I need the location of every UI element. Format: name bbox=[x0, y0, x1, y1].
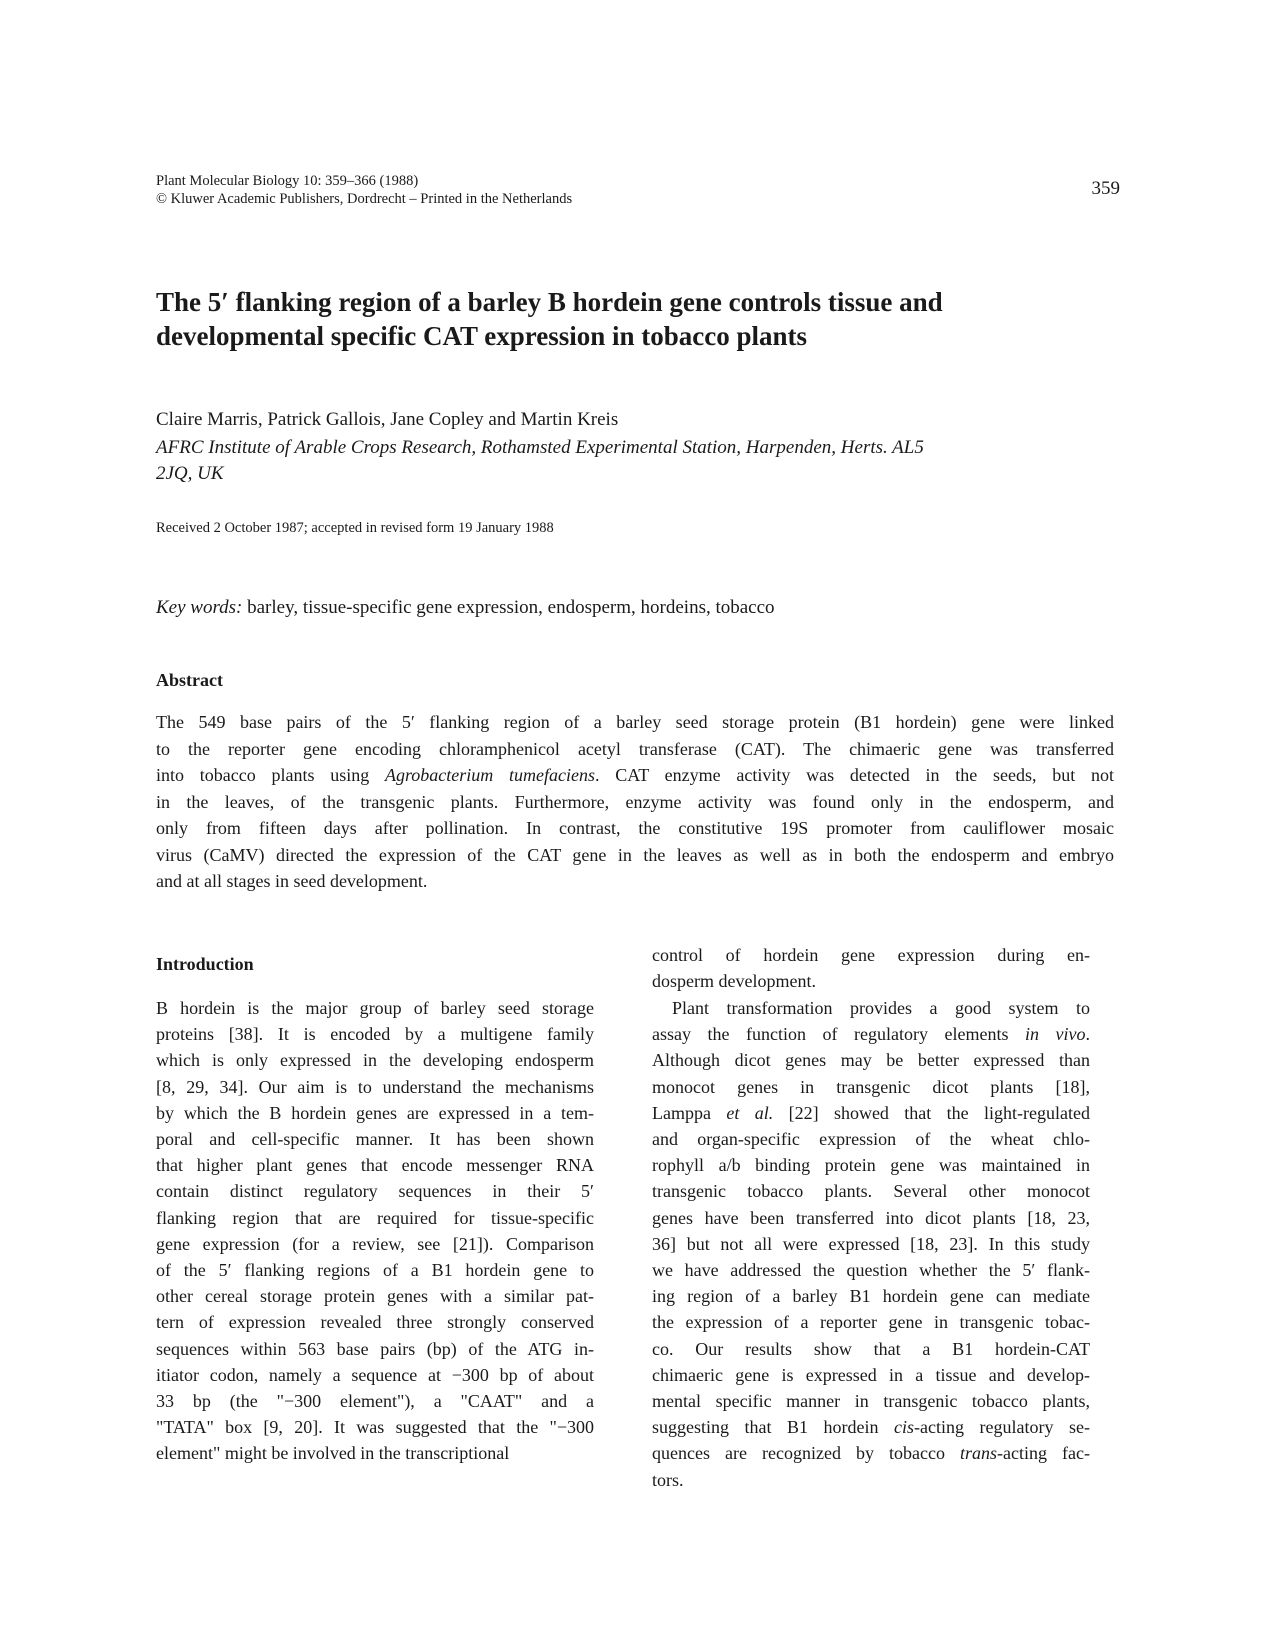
abstract-heading: Abstract bbox=[156, 670, 223, 690]
received-dates: Received 2 October 1987; accepted in revised form 19 January 1988 bbox=[156, 520, 554, 536]
intro-right-line: the expression of a reporter gene in transgenic tobac- bbox=[652, 1312, 1090, 1333]
intro-right-line: suggesting that B1 hordein cis-acting regulatory se- bbox=[652, 1417, 1091, 1438]
intro-left-line: which is only expressed in the developing endosperm bbox=[156, 1050, 594, 1071]
intro-right-line: genes have been transferred into dicot plants [18, 23, bbox=[652, 1207, 1090, 1228]
journal-line: Plant Molecular Biology 10: 359–366 (1988) bbox=[156, 173, 419, 189]
abstract-line: The 549 base pairs of the 5′ flanking region of a barley seed storage protein (B1 hordein) gene were linked bbox=[156, 712, 1114, 732]
intro-left-line: sequences within 563 base pairs (bp) of the ATG in- bbox=[156, 1338, 594, 1359]
intro-right-line: Plant transformation provides a good system to bbox=[672, 998, 1090, 1018]
abstract-line: in the leaves, of the transgenic plants. Furthermore, enzyme activity was found only in the endosperm, and bbox=[156, 791, 1114, 812]
intro-left-line: that higher plant genes that encode messenger RNA bbox=[156, 1155, 594, 1176]
intro-right-line: chimaeric gene is expressed in a tissue and develop- bbox=[652, 1364, 1090, 1385]
page-number: 359 bbox=[1091, 178, 1120, 199]
affiliation-line-1: AFRC Institute of Arable Crops Research, Rothamsted Experimental Station, Harpenden, Herts. AL5 bbox=[156, 437, 924, 458]
authors: Claire Marris, Patrick Gallois, Jane Copley and Martin Kreis bbox=[156, 409, 619, 430]
keywords bbox=[156, 597, 775, 619]
intro-right-top-line: dosperm development. bbox=[652, 971, 816, 992]
intro-left-line: [8, 29, 34]. Our aim is to understand the mechanisms bbox=[156, 1076, 594, 1097]
intro-right-line: we have addressed the question whether the 5′ flank- bbox=[652, 1260, 1090, 1281]
abstract-line: to the reporter gene encoding chloramphenicol acetyl transferase (CAT). The chimaeric gene was transferred bbox=[156, 738, 1114, 759]
intro-right-line: tors. bbox=[652, 1469, 684, 1490]
intro-right-top-line: control of hordein gene expression during en- bbox=[652, 945, 1090, 965]
keywords-label: Key words: bbox=[156, 597, 243, 618]
intro-right-line: transgenic tobacco plants. Several other monocot bbox=[652, 1181, 1090, 1202]
keywords-text: barley, tissue-specific gene expression, endosperm, hordeins, tobacco bbox=[242, 597, 775, 618]
publisher-line: © Kluwer Academic Publishers, Dordrecht – Printed in the Netherlands bbox=[156, 191, 573, 207]
abstract-line: virus (CaMV) directed the expression of the CAT gene in the leaves as well as in both the endosperm and embryo bbox=[156, 844, 1114, 865]
intro-left-line: 33 bp (the "−300 element"), a "CAAT" and a bbox=[156, 1391, 594, 1412]
intro-right-line: 36] but not all were expressed [18, 23]. In this study bbox=[652, 1233, 1090, 1254]
intro-right-line: co. Our results show that a B1 hordein-CAT bbox=[652, 1338, 1090, 1359]
intro-left-line: gene expression (for a review, see [21]). Comparison bbox=[156, 1233, 594, 1254]
intro-right-line: and organ-specific expression of the wheat chlo- bbox=[652, 1129, 1090, 1150]
intro-left-line: itiator codon, namely a sequence at −300 bp of about bbox=[156, 1364, 594, 1385]
introduction-right-column bbox=[652, 995, 1090, 1493]
intro-left-line: "TATA" box [9, 20]. It was suggested that the "−300 bbox=[156, 1417, 594, 1438]
intro-right-line: quences are recognized by tobacco trans-acting fac- bbox=[652, 1443, 1090, 1464]
intro-right-line: mental specific manner in transgenic tobacco plants, bbox=[652, 1391, 1090, 1412]
affiliation bbox=[156, 435, 1076, 487]
abstract-line: and at all stages in seed development. bbox=[156, 871, 428, 891]
intro-left-line: proteins [38]. It is encoded by a multigene family bbox=[156, 1024, 594, 1045]
intro-left-line: by which the B hordein genes are expressed in a tem- bbox=[156, 1102, 594, 1123]
affiliation-line-2: 2JQ, UK bbox=[156, 463, 224, 484]
title-line-1: The 5′ flanking region of a barley B hordein gene controls tissue and bbox=[156, 287, 943, 317]
introduction-left-column bbox=[156, 995, 594, 1467]
intro-left-line: other cereal storage protein genes with a similar pat- bbox=[156, 1286, 594, 1307]
introduction-right-column-continuation bbox=[652, 942, 1090, 994]
abstract-line: into tobacco plants using Agrobacterium tumefaciens. CAT enzyme activity was detected in the seeds, but not bbox=[156, 765, 1114, 785]
abstract-body bbox=[156, 709, 1114, 895]
journal-citation bbox=[156, 172, 572, 208]
intro-left-line: tern of expression revealed three strongly conserved bbox=[156, 1312, 594, 1333]
intro-left-line: flanking region that are required for tissue-specific bbox=[156, 1207, 594, 1228]
intro-left-line: contain distinct regulatory sequences in their 5′ bbox=[156, 1181, 594, 1202]
intro-left-line: B hordein is the major group of barley seed storage bbox=[156, 998, 594, 1018]
intro-right-line: ing region of a barley B1 hordein gene can mediate bbox=[652, 1286, 1090, 1307]
intro-right-line: monocot genes in transgenic dicot plants [18], bbox=[652, 1076, 1090, 1097]
intro-right-line: Although dicot genes may be better expressed than bbox=[652, 1050, 1090, 1071]
introduction-heading: Introduction bbox=[156, 954, 254, 974]
intro-left-line: element" might be involved in the transcriptional bbox=[156, 1443, 510, 1464]
title-line-2: developmental specific CAT expression in tobacco plants bbox=[156, 321, 808, 351]
intro-right-line: assay the function of regulatory elements in vivo. bbox=[652, 1024, 1090, 1045]
intro-right-line: Lamppa et al. [22] showed that the light-regulated bbox=[652, 1102, 1090, 1123]
intro-right-line: rophyll a/b binding protein gene was maintained in bbox=[652, 1155, 1090, 1176]
intro-left-line: poral and cell-specific manner. It has been shown bbox=[156, 1129, 594, 1150]
abstract-line: only from fifteen days after pollination. In contrast, the constitutive 19S promoter from cauliflower mosaic bbox=[156, 818, 1114, 838]
intro-left-line: of the 5′ flanking regions of a B1 hordein gene to bbox=[156, 1260, 594, 1281]
paper-title bbox=[156, 285, 1136, 353]
